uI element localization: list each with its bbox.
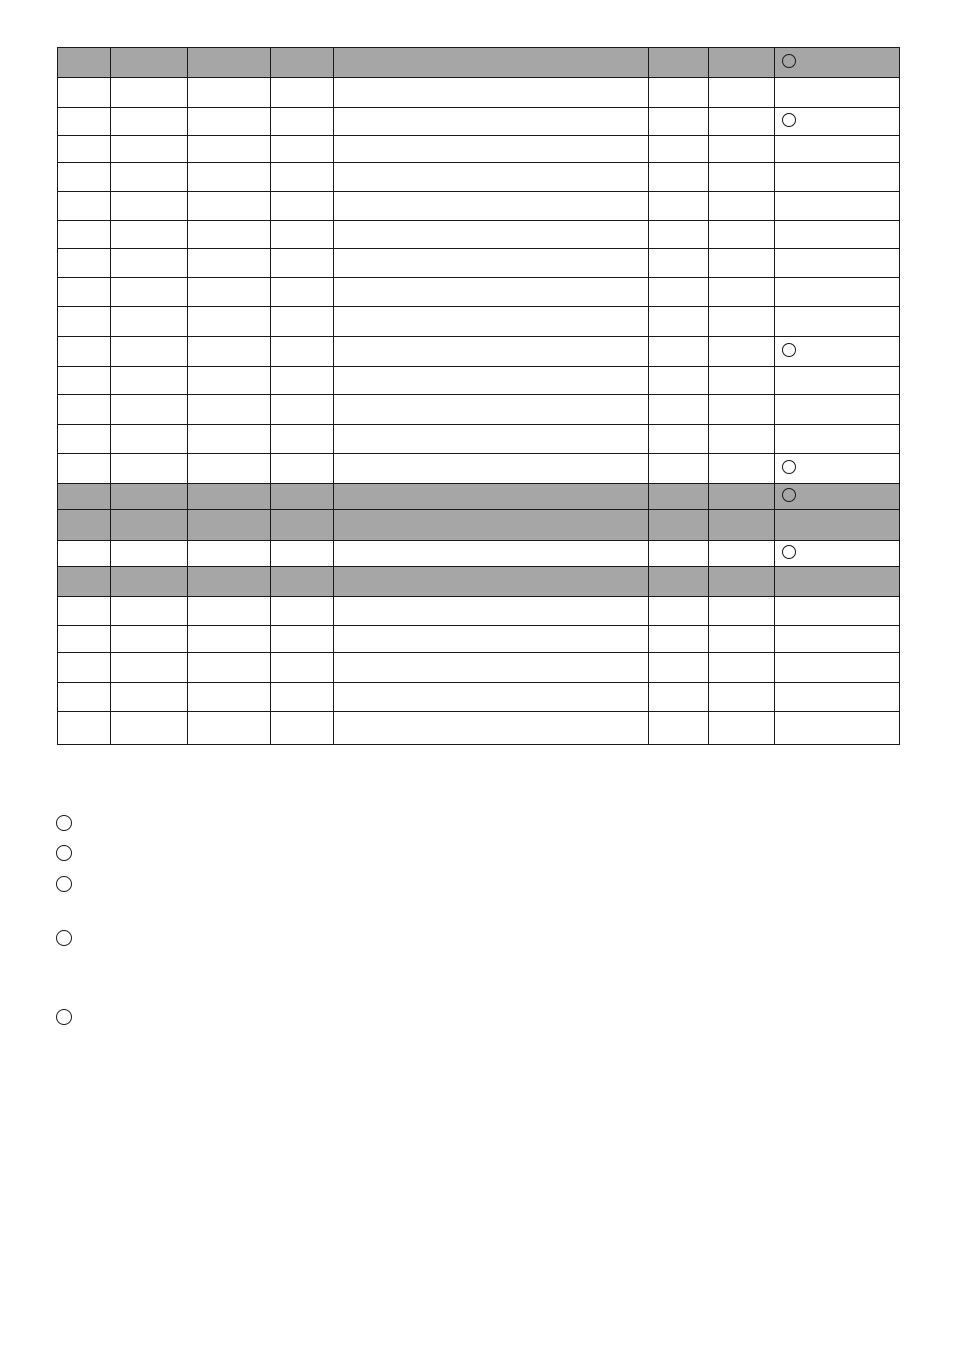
table-cell xyxy=(271,221,334,249)
circle-marker-icon xyxy=(782,343,796,357)
table-cell xyxy=(649,454,709,484)
table-cell xyxy=(111,78,188,108)
circle-marker-icon xyxy=(56,845,72,861)
table-cell xyxy=(709,567,775,597)
table-cell xyxy=(188,484,271,510)
table-cell xyxy=(271,192,334,221)
table-cell xyxy=(775,510,900,541)
table-cell xyxy=(709,367,775,395)
circle-marker-icon xyxy=(782,460,796,474)
table-cell xyxy=(334,136,649,163)
table-cell xyxy=(775,221,900,249)
table-cell xyxy=(58,367,111,395)
table-cell xyxy=(709,337,775,367)
table-cell xyxy=(775,48,900,78)
table-cell xyxy=(649,337,709,367)
table-cell xyxy=(334,395,649,425)
table-cell xyxy=(649,653,709,683)
table-row xyxy=(58,249,900,278)
table-cell xyxy=(709,249,775,278)
table-cell xyxy=(649,567,709,597)
table-cell xyxy=(709,395,775,425)
note-item xyxy=(56,876,896,894)
table-cell xyxy=(334,425,649,454)
table-row xyxy=(58,683,900,712)
table-cell xyxy=(709,78,775,108)
table-cell xyxy=(58,249,111,278)
table-row xyxy=(58,626,900,653)
table-cell xyxy=(188,78,271,108)
table-cell xyxy=(649,395,709,425)
table-cell xyxy=(188,163,271,192)
table-cell xyxy=(649,367,709,395)
table-cell xyxy=(649,108,709,136)
table-cell xyxy=(58,541,111,567)
table-cell xyxy=(188,278,271,307)
table-cell xyxy=(649,307,709,337)
circle-marker-icon xyxy=(56,930,72,946)
table-cell xyxy=(775,249,900,278)
table-row xyxy=(58,541,900,567)
table-cell xyxy=(271,136,334,163)
table-cell xyxy=(334,597,649,626)
table-row xyxy=(58,337,900,367)
table-cell xyxy=(775,367,900,395)
table-cell xyxy=(709,510,775,541)
table-cell xyxy=(334,367,649,395)
table-cell xyxy=(334,48,649,78)
table-cell xyxy=(188,192,271,221)
table-cell xyxy=(188,712,271,745)
table-cell xyxy=(775,395,900,425)
table-cell xyxy=(188,108,271,136)
table-row xyxy=(58,454,900,484)
table-cell xyxy=(775,653,900,683)
circle-marker-icon xyxy=(782,54,796,68)
table-cell xyxy=(271,626,334,653)
table-cell xyxy=(188,567,271,597)
table-cell xyxy=(649,136,709,163)
table-cell xyxy=(58,395,111,425)
table-cell xyxy=(58,454,111,484)
table-cell xyxy=(271,337,334,367)
table-cell xyxy=(271,510,334,541)
table-row xyxy=(58,597,900,626)
table-cell xyxy=(775,307,900,337)
table-cell xyxy=(709,221,775,249)
note-item xyxy=(56,845,896,863)
table-row xyxy=(58,367,900,395)
table-cell xyxy=(271,712,334,745)
table-cell xyxy=(649,510,709,541)
table-cell xyxy=(271,78,334,108)
table-cell xyxy=(775,626,900,653)
table-cell xyxy=(111,192,188,221)
table-cell xyxy=(775,78,900,108)
table-cell xyxy=(58,567,111,597)
table-cell xyxy=(334,192,649,221)
table-cell xyxy=(334,249,649,278)
table-cell xyxy=(775,108,900,136)
table-cell xyxy=(58,337,111,367)
table-cell xyxy=(649,48,709,78)
note-item xyxy=(56,815,896,833)
table-cell xyxy=(111,653,188,683)
table-cell xyxy=(334,454,649,484)
table-cell xyxy=(58,425,111,454)
table-cell xyxy=(271,249,334,278)
table-cell xyxy=(709,307,775,337)
table-cell xyxy=(334,510,649,541)
table-cell xyxy=(649,425,709,454)
table-cell xyxy=(271,108,334,136)
table-cell xyxy=(271,48,334,78)
table-cell xyxy=(111,626,188,653)
table-cell xyxy=(111,541,188,567)
table-cell xyxy=(775,136,900,163)
table-cell xyxy=(58,136,111,163)
table-cell xyxy=(58,48,111,78)
table-cell xyxy=(709,163,775,192)
table-cell xyxy=(709,484,775,510)
circle-marker-icon xyxy=(782,545,796,559)
table-cell xyxy=(709,108,775,136)
table-row xyxy=(58,278,900,307)
table-cell xyxy=(58,307,111,337)
table-cell xyxy=(709,597,775,626)
table-cell xyxy=(111,307,188,337)
table-row xyxy=(58,653,900,683)
table-cell xyxy=(709,712,775,745)
table-cell xyxy=(188,653,271,683)
table-cell xyxy=(649,192,709,221)
table-cell xyxy=(188,48,271,78)
table-cell xyxy=(271,653,334,683)
table-cell xyxy=(334,712,649,745)
table-cell xyxy=(58,484,111,510)
table-cell xyxy=(334,78,649,108)
table-row xyxy=(58,307,900,337)
table-cell xyxy=(111,510,188,541)
table-cell xyxy=(58,653,111,683)
table-cell xyxy=(58,626,111,653)
table-row xyxy=(58,567,900,597)
table-cell xyxy=(111,136,188,163)
data-table xyxy=(57,47,900,745)
table-cell xyxy=(271,307,334,337)
table-row xyxy=(58,163,900,192)
circle-marker-icon xyxy=(56,815,72,831)
table-cell xyxy=(271,597,334,626)
circle-marker-icon xyxy=(782,113,796,127)
table-cell xyxy=(775,278,900,307)
table-cell xyxy=(111,484,188,510)
table-cell xyxy=(58,597,111,626)
table-cell xyxy=(709,683,775,712)
table-cell xyxy=(775,683,900,712)
table-cell xyxy=(709,278,775,307)
table-cell xyxy=(58,78,111,108)
table-cell xyxy=(709,192,775,221)
table-row xyxy=(58,192,900,221)
table-cell xyxy=(649,626,709,653)
table-cell xyxy=(188,626,271,653)
table-cell xyxy=(111,221,188,249)
table-cell xyxy=(58,278,111,307)
table-cell xyxy=(111,108,188,136)
table-cell xyxy=(334,567,649,597)
table-row xyxy=(58,136,900,163)
table-cell xyxy=(649,78,709,108)
table-cell xyxy=(271,163,334,192)
table-cell xyxy=(271,395,334,425)
table-cell xyxy=(271,367,334,395)
table-cell xyxy=(775,192,900,221)
table-cell xyxy=(58,163,111,192)
table-cell xyxy=(775,163,900,192)
table-cell xyxy=(775,454,900,484)
table-cell xyxy=(111,597,188,626)
table-cell xyxy=(271,454,334,484)
table-cell xyxy=(58,108,111,136)
table-cell xyxy=(111,337,188,367)
table-cell xyxy=(111,367,188,395)
table-cell xyxy=(188,337,271,367)
table-row xyxy=(58,395,900,425)
table-cell xyxy=(111,249,188,278)
table-row xyxy=(58,78,900,108)
table-cell xyxy=(649,221,709,249)
table-cell xyxy=(709,626,775,653)
table-row xyxy=(58,221,900,249)
table-cell xyxy=(775,541,900,567)
table-cell xyxy=(58,683,111,712)
table-cell xyxy=(334,653,649,683)
table-cell xyxy=(271,425,334,454)
table-cell xyxy=(111,163,188,192)
table-cell xyxy=(188,249,271,278)
table-cell xyxy=(58,712,111,745)
table-cell xyxy=(709,653,775,683)
table-cell xyxy=(775,425,900,454)
table-cell xyxy=(775,337,900,367)
table-cell xyxy=(709,541,775,567)
table-row xyxy=(58,510,900,541)
table-cell xyxy=(334,541,649,567)
table-row xyxy=(58,484,900,510)
table-cell xyxy=(111,278,188,307)
table-cell xyxy=(334,337,649,367)
table-cell xyxy=(334,626,649,653)
table-cell xyxy=(334,307,649,337)
table-cell xyxy=(271,683,334,712)
circle-marker-icon xyxy=(56,1009,72,1025)
table-cell xyxy=(649,597,709,626)
table-cell xyxy=(188,136,271,163)
table-cell xyxy=(111,567,188,597)
table-cell xyxy=(649,278,709,307)
table-cell xyxy=(188,454,271,484)
table-cell xyxy=(58,192,111,221)
table-cell xyxy=(188,367,271,395)
table-cell xyxy=(775,567,900,597)
table-cell xyxy=(334,683,649,712)
table-cell xyxy=(775,712,900,745)
note-item xyxy=(56,930,896,948)
table-cell xyxy=(709,454,775,484)
table-cell xyxy=(649,249,709,278)
table-cell xyxy=(188,541,271,567)
circle-marker-icon xyxy=(56,876,72,892)
table-row xyxy=(58,712,900,745)
table-cell xyxy=(775,484,900,510)
table-cell xyxy=(58,221,111,249)
table-cell xyxy=(649,163,709,192)
circle-marker-icon xyxy=(782,488,796,502)
table-cell xyxy=(709,48,775,78)
table-cell xyxy=(334,484,649,510)
table-cell xyxy=(188,395,271,425)
table-cell xyxy=(188,307,271,337)
table-cell xyxy=(111,712,188,745)
table-cell xyxy=(188,683,271,712)
table-cell xyxy=(188,597,271,626)
table-cell xyxy=(111,454,188,484)
table-cell xyxy=(271,484,334,510)
table-cell xyxy=(271,278,334,307)
table-cell xyxy=(188,221,271,249)
table-cell xyxy=(775,597,900,626)
table-cell xyxy=(334,163,649,192)
table-cell xyxy=(709,136,775,163)
table-cell xyxy=(188,425,271,454)
table-cell xyxy=(271,541,334,567)
table-cell xyxy=(58,510,111,541)
table-cell xyxy=(111,395,188,425)
table-row xyxy=(58,108,900,136)
table-cell xyxy=(111,425,188,454)
table-cell xyxy=(334,278,649,307)
table-cell xyxy=(709,425,775,454)
table-cell xyxy=(649,683,709,712)
table-cell xyxy=(334,108,649,136)
table-cell xyxy=(649,712,709,745)
table-cell xyxy=(188,510,271,541)
table-row xyxy=(58,48,900,78)
table-cell xyxy=(649,484,709,510)
table-cell xyxy=(271,567,334,597)
table-row xyxy=(58,425,900,454)
table-cell xyxy=(334,221,649,249)
table-cell xyxy=(649,541,709,567)
note-item xyxy=(56,1009,896,1027)
table-cell xyxy=(111,48,188,78)
table-cell xyxy=(111,683,188,712)
